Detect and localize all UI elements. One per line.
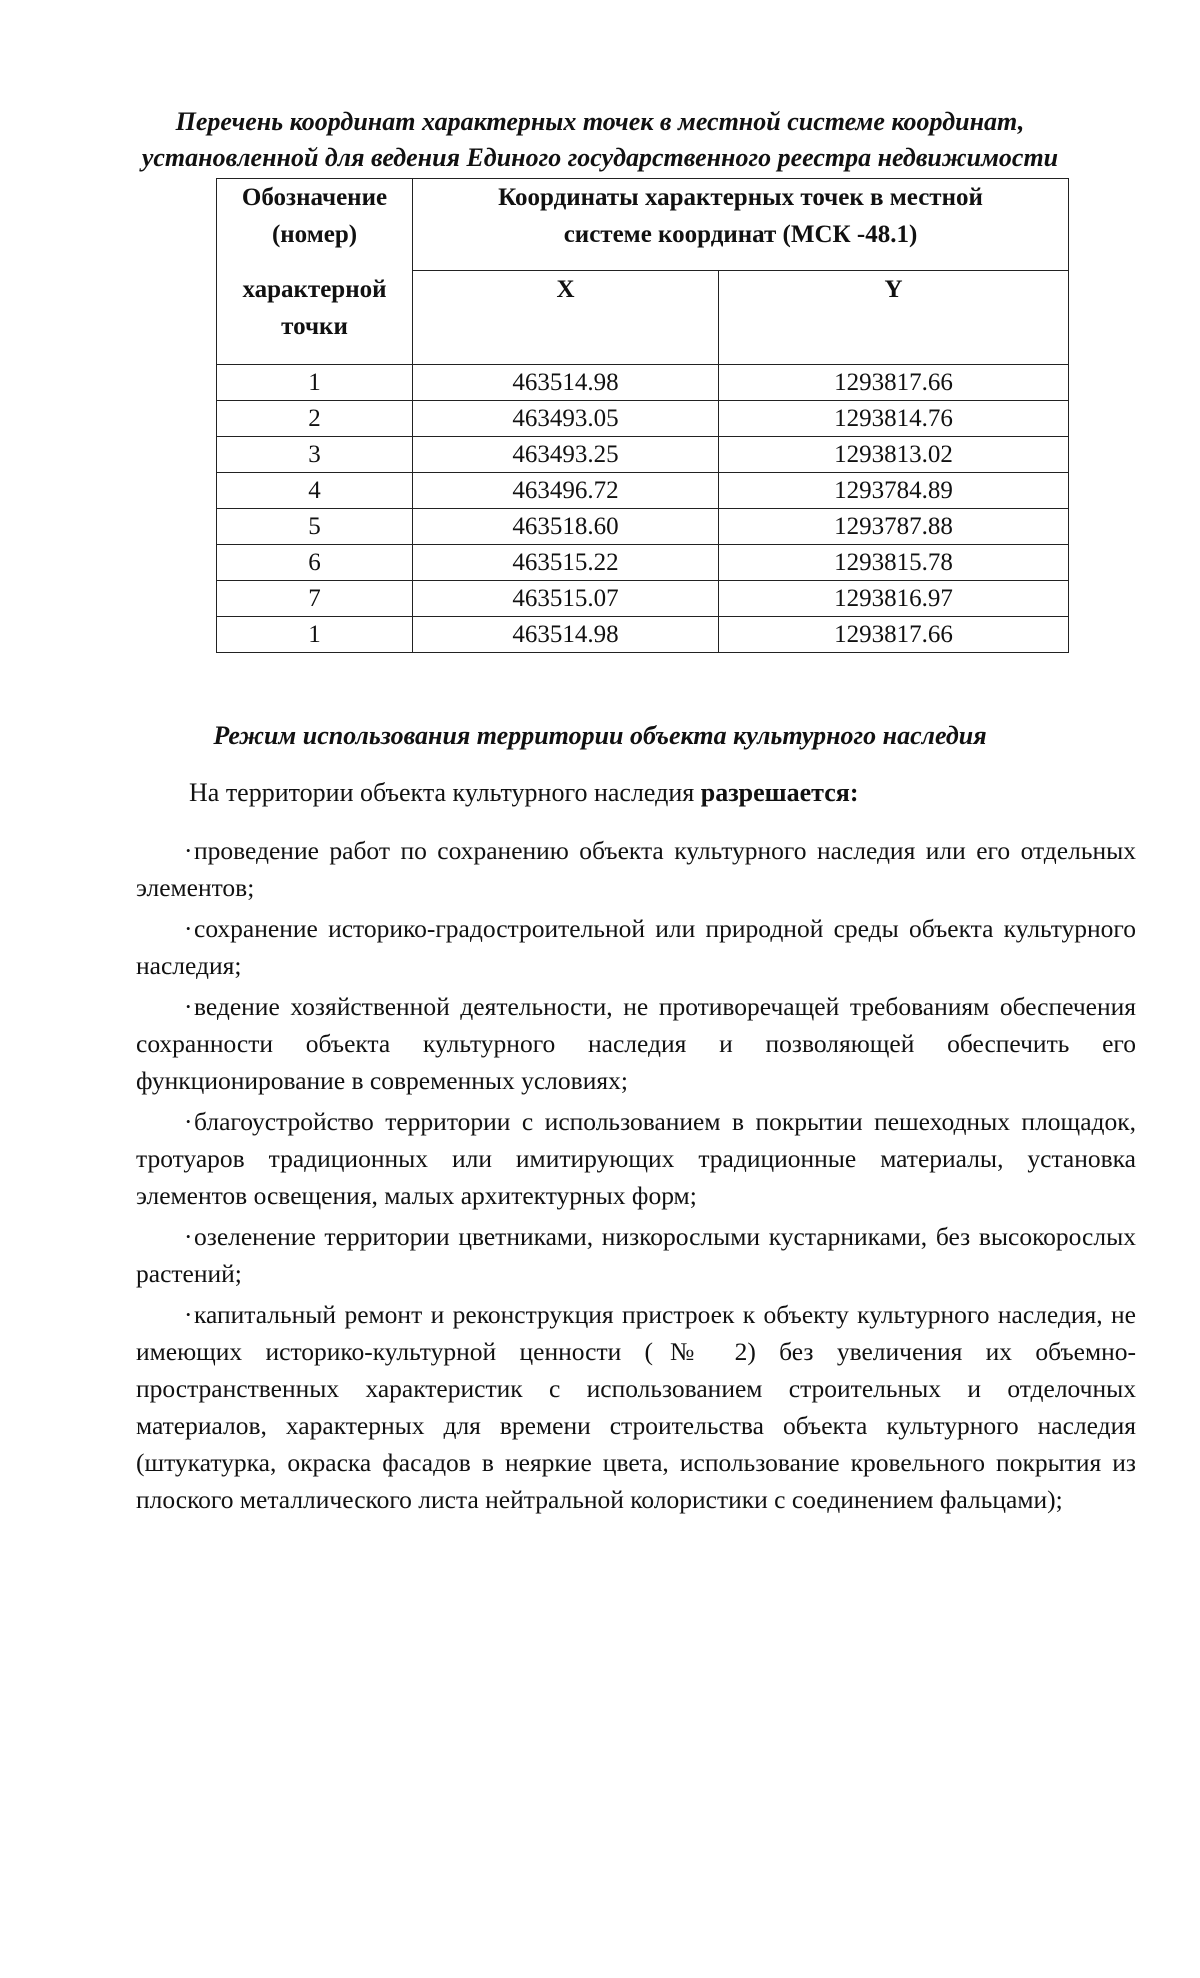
bullet: · [184,1300,193,1329]
y-value: 1293817.66 [719,365,1069,401]
table-row [217,401,1069,437]
point-number: 5 [217,509,413,545]
bullet: · [184,992,193,1021]
x-value: 463514.98 [413,365,719,401]
point-number: 3 [217,437,413,473]
x-value: 463496.72 [413,473,719,509]
header-coordinates [413,179,1069,271]
header-designation-line-1: Обозначение [241,184,388,211]
list-item-text: проведение работ по сохранению объекта культурного наследия или его отдельных элементов; [136,836,1136,902]
header-designation-line-2: (номер) [271,221,358,248]
list-item [136,1218,1136,1292]
list-item [136,832,1136,906]
table-row [217,545,1069,581]
table-row [217,365,1069,401]
header-designation-line-3: характерной [242,276,387,303]
table-row [217,581,1069,617]
point-number: 1 [217,365,413,401]
table-header-row [217,179,1069,271]
point-number: 1 [217,617,413,653]
coordinates-table [216,178,1069,653]
regime-title: Режим использования территории объекта культурного наследия [213,721,987,750]
table-row [217,437,1069,473]
y-value: 1293813.02 [719,437,1069,473]
permitted-list [136,832,1136,1522]
table-row [217,473,1069,509]
table-row [217,617,1069,653]
x-value: 463493.25 [413,437,719,473]
bullet: · [184,914,193,943]
intro-text: На территории объекта культурного наследия [189,778,701,807]
header-x: X [413,270,719,364]
y-value: 1293784.89 [719,473,1069,509]
y-value: 1293815.78 [719,545,1069,581]
header-y: Y [719,270,1069,364]
list-item [136,1296,1136,1518]
list-item [136,910,1136,984]
header-designation [217,179,413,365]
x-value: 463515.07 [413,581,719,617]
bullet: · [184,1107,193,1136]
list-item-text: благоустройство территории с использованием в покрытии пешеходных площадок, тротуаров традиционных или имитирующих традиционные материалы, установка элементов освещения, малых архитектурных форм; [136,1107,1136,1210]
y-value: 1293816.97 [719,581,1069,617]
bullet: · [184,1222,193,1251]
table-row [217,509,1069,545]
list-item-text: ведение хозяйственной деятельности, не противоречащей требованиям обеспечения сохранности объекта культурного наследия и позволяющей обеспечить его функционирование в современных условиях; [136,992,1136,1095]
regime-intro [189,775,859,811]
x-value: 463515.22 [413,545,719,581]
point-number: 6 [217,545,413,581]
x-value: 463514.98 [413,617,719,653]
list-item [136,988,1136,1099]
point-number: 7 [217,581,413,617]
y-value: 1293787.88 [719,509,1069,545]
x-value: 463518.60 [413,509,719,545]
point-number: 2 [217,401,413,437]
title-line-1: Перечень координат характерных точек в местной системе координат, [175,107,1025,136]
y-value: 1293817.66 [719,617,1069,653]
header-coordinates-line-1: Координаты характерных точек в местной [498,184,983,211]
document-title [130,104,1070,176]
list-item-text: сохранение историко-градостроительной или природной среды объекта культурного наследия; [136,914,1136,980]
list-item-text: капитальный ремонт и реконструкция пристроек к объекту культурного наследия, не имеющих историко-культурной ценности (№ 2) без увеличения их объемно-пространственных характеристик с использованием строительных и отделочных материалов, характерных для времени строительства объекта культурного наследия (штукатурка, окраска фасадов в неяркие цвета, использование кровельного покрытия из плоского металлического листа нейтральной колористики с соединением фальцами); [136,1300,1136,1514]
y-value: 1293814.76 [719,401,1069,437]
list-item [136,1103,1136,1214]
header-coordinates-line-2: системе координат (МСК -48.1) [563,221,918,248]
x-value: 463493.05 [413,401,719,437]
bullet: · [184,836,193,865]
header-designation-line-4: точки [281,313,348,340]
point-number: 4 [217,473,413,509]
list-item-text: озеленение территории цветниками, низкорослыми кустарниками, без высокорослых растений; [136,1222,1136,1288]
intro-bold: разрешается: [700,778,859,807]
title-line-2: установленной для ведения Единого государственного реестра недвижимости [141,143,1059,172]
